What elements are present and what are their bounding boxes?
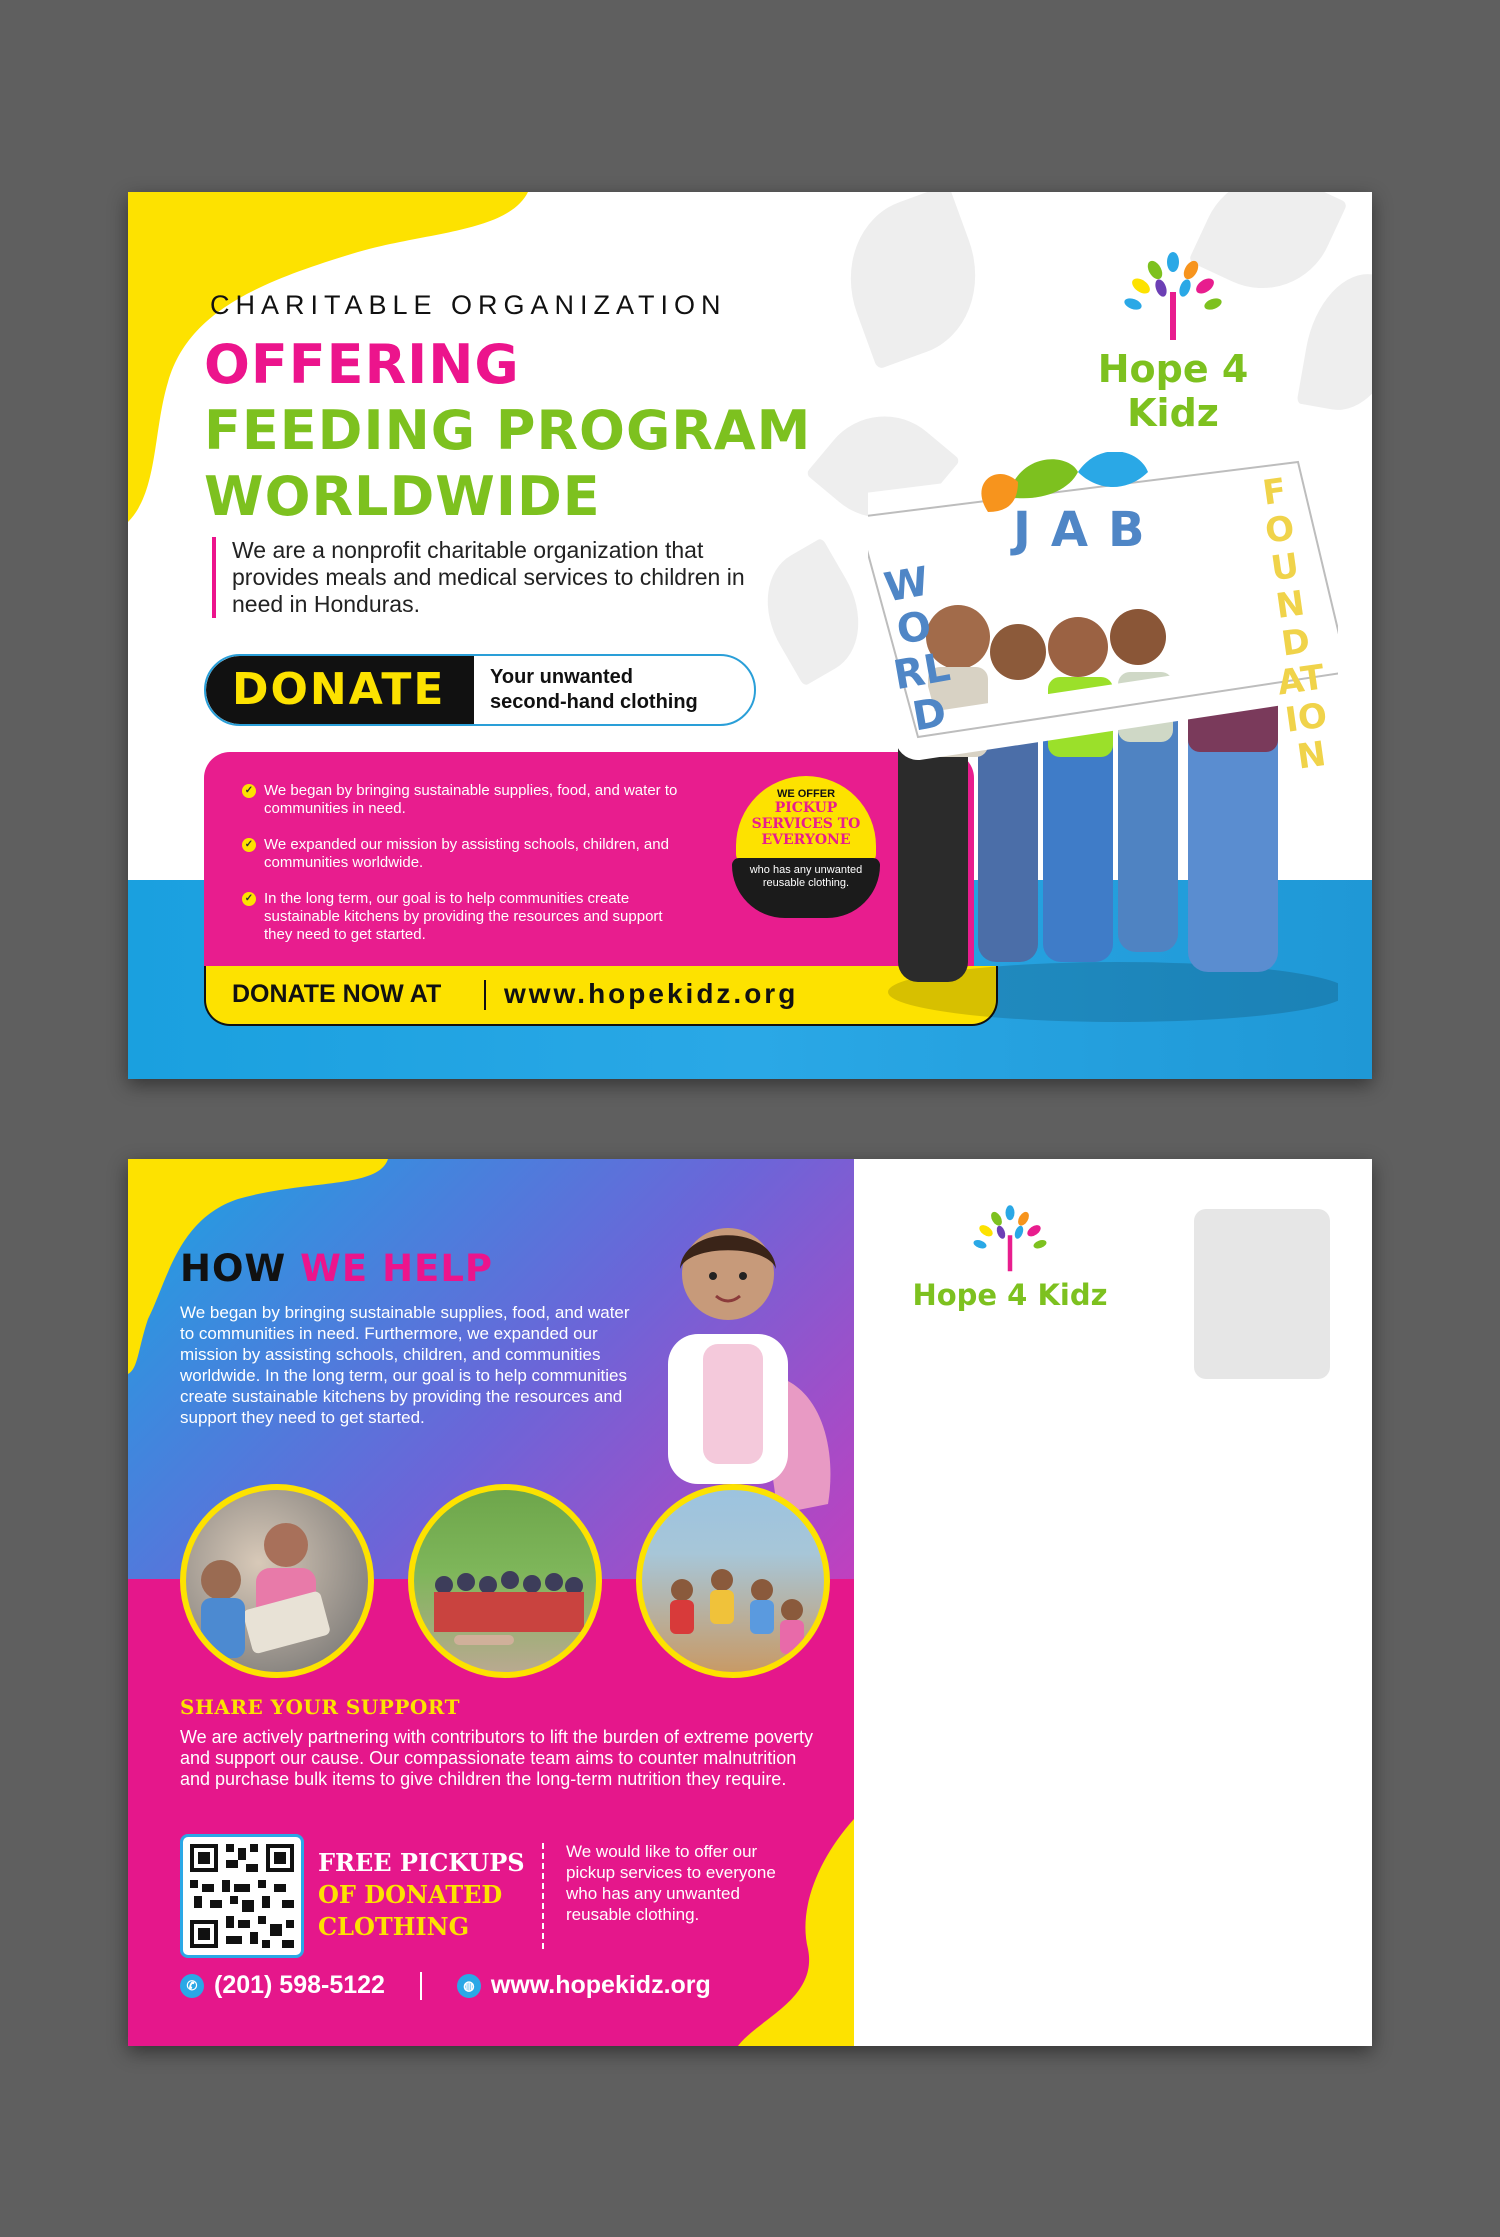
donate-pill — [204, 654, 756, 726]
qr-code-icon — [186, 1840, 298, 1952]
bullet-item — [242, 890, 692, 944]
qr-code[interactable] — [180, 1834, 304, 1958]
leaf-decoration — [1297, 265, 1372, 419]
heading-part-1: HOW — [180, 1247, 287, 1290]
bullet-item — [242, 782, 692, 818]
globe-icon: ◍ — [457, 1974, 481, 1998]
pickup-offer-text: We would like to offer our pickup services to everyone who has any unwanted reusable clothing. — [566, 1842, 776, 1924]
logo — [1048, 252, 1298, 435]
share-support-heading: SHARE YOUR SUPPORT — [180, 1695, 460, 1719]
photo-circle-3 — [636, 1484, 830, 1678]
logo-name: Hope 4 Kidz — [912, 1278, 1108, 1312]
phone-number[interactable]: (201) 598-5122 — [214, 1971, 385, 1999]
postcard-back — [128, 1159, 1372, 2046]
dashed-divider — [542, 1843, 544, 1949]
frame-text-right: FOUNDATION — [1260, 470, 1330, 778]
check-icon: ✓ — [242, 784, 256, 798]
badge-top — [736, 776, 876, 864]
badge-bottom — [732, 858, 880, 918]
frame-text-top: JAB — [1013, 502, 1165, 558]
donate-note-line-1: Your unwanted — [490, 666, 633, 688]
logo — [900, 1205, 1120, 1312]
stamp-placeholder — [1194, 1209, 1330, 1379]
headline — [204, 332, 811, 530]
website-link[interactable]: www.hopekidz.org — [490, 1971, 711, 1999]
photo-2-illustration — [414, 1490, 596, 1672]
phone-icon: ✆ — [180, 1974, 204, 1998]
donate-now-label: DONATE NOW AT — [232, 980, 442, 1008]
back-left-panel — [128, 1159, 854, 2046]
photo-1-illustration — [186, 1490, 368, 1672]
divider — [420, 1972, 422, 2000]
donate-note — [490, 665, 698, 715]
photo-circle-1 — [180, 1484, 374, 1678]
how-we-help-body: We began by bringing sustainable supplies, food, and water to communities in need. Furthermore, we expanded our mission by assisting schools, children, and communities worldwide. In the long term, our goal is to help communities create sustainable kitchens by providing the resources and support they need to get started. — [180, 1303, 630, 1427]
divider — [484, 980, 486, 1010]
pickup-badge — [726, 776, 886, 916]
donate-label-box — [206, 656, 474, 724]
donate-label: DONATE — [232, 664, 446, 715]
how-we-help-heading — [180, 1247, 493, 1290]
leaf-decoration — [826, 192, 999, 370]
tree-logo-icon — [965, 1205, 1055, 1273]
free-line-2: OF DONATED — [318, 1880, 503, 1909]
bullet-item — [242, 836, 692, 872]
free-line-1: FREE PICKUPS — [318, 1848, 525, 1877]
share-support-body: We are actively partnering with contributors to lift the burden of extreme poverty and support our cause. Our compassionate team aims to counter malnutrition and purchase bulk items to give children the long-term nutrition they require. — [180, 1727, 813, 1789]
intro-text: We are a nonprofit charitable organization that provides meals and medical services to children in need in Honduras. — [212, 537, 792, 618]
tree-logo-icon — [1113, 252, 1233, 342]
check-icon: ✓ — [242, 838, 256, 852]
people-photo — [868, 452, 1338, 1032]
website-link[interactable]: www.hopekidz.org — [504, 978, 799, 1009]
frame-text-left: WORLD — [880, 558, 954, 741]
bullet-text: We began by bringing sustainable supplies, food, and water to communities in need. — [264, 782, 678, 817]
headline-line-1: OFFERING — [204, 333, 520, 396]
free-pickups-heading — [318, 1847, 525, 1943]
eyebrow-text: CHARITABLE ORGANIZATION — [210, 290, 727, 320]
bullet-text: In the long term, our goal is to help communities create sustainable kitchens by providing the resources and support they need to get started. — [264, 890, 663, 943]
photo-3-illustration — [642, 1490, 824, 1672]
badge-bottom-text: who has any unwanted reusable clothing. — [749, 864, 863, 889]
check-icon: ✓ — [242, 892, 256, 906]
mission-bullets — [242, 782, 692, 962]
headline-line-3: WORLDWIDE — [204, 465, 601, 528]
postcard-front — [128, 192, 1372, 1079]
donate-note-line-2: second-hand clothing — [490, 691, 698, 713]
girl-photo — [628, 1214, 848, 1514]
heading-part-2: WE HELP — [300, 1247, 494, 1290]
badge-main-text: PICKUP SERVICES TO EVERYONE — [751, 800, 861, 848]
logo-name: Hope 4 Kidz — [1097, 347, 1249, 435]
contact-row — [180, 1971, 711, 2000]
badge-top-text: WE OFFER — [776, 788, 836, 800]
headline-line-2: FEEDING PROGRAM — [204, 399, 812, 462]
photo-circle-2 — [408, 1484, 602, 1678]
free-line-3: CLOTHING — [318, 1912, 470, 1941]
bullet-text: We expanded our mission by assisting schools, children, and communities worldwide. — [264, 836, 669, 871]
